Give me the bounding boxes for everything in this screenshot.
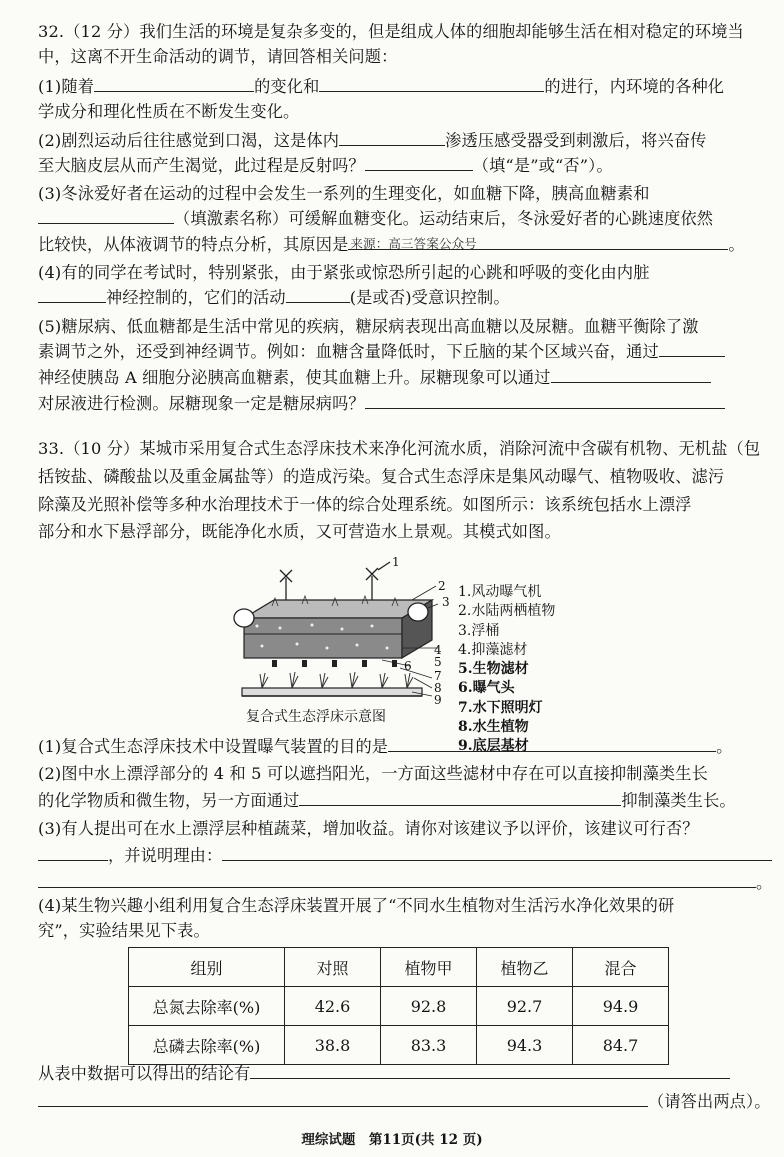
- watermark-text: 来源：高三答案公众号: [350, 236, 477, 251]
- q33-part3-line3: 。: [38, 872, 772, 894]
- answer-blank[interactable]: [348, 235, 728, 250]
- table-row: [129, 987, 669, 1026]
- table-cell: 94.9: [573, 987, 669, 1026]
- table-cell: 38.8: [285, 1026, 381, 1065]
- q32-intro-line2: 中，这离不开生命活动的调节，请回答相关问题：: [38, 47, 398, 66]
- table-header-cell: 植物乙: [477, 948, 573, 987]
- figure-caption: 复合式生态浮床示意图: [246, 709, 386, 725]
- answer-blank[interactable]: [250, 1064, 730, 1079]
- q33-intro-line3: 除藻及光照补偿等多种水治理技术于一体的综合处理系统。如图所示：该系统包括水上漂浮: [38, 495, 692, 514]
- figure-number: 4: [434, 643, 442, 657]
- q32-part2-line1: (2)剧烈运动后往往感觉到口渴，这是体内 渗透压感受器受到刺激后，将兴奋传: [38, 131, 707, 150]
- answer-blank[interactable]: [38, 288, 106, 303]
- results-table: [128, 947, 669, 1065]
- figure-number: 1: [392, 556, 400, 569]
- q33-conclusion-line2: （请答出两点）。: [38, 1091, 771, 1113]
- legend-item: 5.生物滤材: [458, 661, 529, 678]
- answer-blank[interactable]: [286, 288, 350, 303]
- legend-item: 8.水生植物: [458, 719, 529, 736]
- q33-conclusion-line1: 从表中数据可以得出的结论有: [38, 1063, 730, 1085]
- legend-item: 4.抑藻滤材: [458, 641, 528, 658]
- q32-part1-line2: 学成分和理化性质在不断发生变化。: [38, 102, 300, 121]
- table-cell: 94.3: [477, 1026, 573, 1065]
- legend-item: 7.水下照明灯: [458, 699, 543, 716]
- legend-item: 2.水陆两栖植物: [458, 603, 556, 620]
- answer-blank[interactable]: [339, 131, 445, 146]
- q32-part3-line1: (3)冬泳爱好者在运动的过程中会发生一系列的生理变化，如血糖下降，胰高血糖素和: [38, 184, 650, 203]
- q33-part4-line1: (4)某生物兴趣小组利用复合生态浮床装置开展了“不同水生植物对生活污水净化效果的研: [38, 896, 675, 915]
- q32-part5-line3: 神经使胰岛 A 细胞分泌胰高血糖素，使其血糖上升。尿糖现象可以通过: [38, 367, 711, 389]
- answer-blank[interactable]: [38, 873, 756, 888]
- answer-blank[interactable]: [38, 846, 108, 861]
- answer-blank[interactable]: [38, 1092, 648, 1107]
- q32-part1-line1: (1)随着 的变化和 的进行，内环境的各种化: [38, 77, 725, 96]
- q32-part4-line2: 神经控制的，它们的活动 (是或否)受意识控制。: [38, 287, 510, 309]
- q33-part3-line2: ，并说明理由：: [38, 845, 772, 867]
- table-header-cell: 对照: [285, 948, 381, 987]
- answer-blank[interactable]: [365, 156, 473, 171]
- legend-item: 9.底层基材: [458, 738, 529, 755]
- table-header-cell: 植物甲: [381, 948, 477, 987]
- answer-blank[interactable]: [38, 209, 174, 224]
- answer-blank[interactable]: [365, 394, 725, 409]
- q33-part2-line2: 的化学物质和微生物，另一方面通过 抑制藻类生长。: [38, 791, 736, 810]
- table-cell: 92.7: [477, 987, 573, 1026]
- table-cell: 总氮去除率(%): [129, 987, 285, 1026]
- figure-number: 2: [438, 579, 446, 593]
- q32-part5-line4: 对尿液进行检测。尿糖现象一定是糖尿病吗？: [38, 393, 725, 415]
- figure-number: 9: [434, 693, 442, 707]
- table-header-cell: 组别: [129, 948, 285, 987]
- q32-part2-line2: 至大脑皮层从而产生渴觉，此过程是反射吗？ （填“是”或“否”）。: [38, 156, 613, 175]
- answer-blank[interactable]: [388, 737, 716, 752]
- q33-intro-line2: 括铵盐、磷酸盐以及重金属盐等）的造成污染。复合式生态浮床是集风动曝气、植物吸收、滤污: [38, 467, 725, 486]
- table-header-cell: 混合: [573, 948, 669, 987]
- answer-blank[interactable]: [299, 791, 621, 806]
- q32-part5-line2: 素调节之外，还受到神经调节。例如：血糖含量降低时，下丘脑的某个区域兴奋，通过: [38, 341, 725, 363]
- q32-part5-line1: (5)糖尿病、低血糖都是生活中常见的疾病，糖尿病表现出高血糖以及尿糖。血糖平衡除了激: [38, 317, 699, 336]
- q32-part3-line2: （填激素名称）可缓解血糖变化。运动结束后，冬泳爱好者的心跳速度依然: [38, 208, 713, 230]
- answer-blank[interactable]: [222, 846, 772, 861]
- q32-part4-line1: (4)有的同学在考试时，特别紧张，由于紧张或惊恐所引起的心跳和呼吸的变化由内脏: [38, 263, 650, 282]
- q33-part2-line1: (2)图中水上漂浮部分的 4 和 5 可以遮挡阳光，一方面这些滤材中存在可以直接抑制藻类生长: [38, 764, 708, 783]
- table-row: [129, 1026, 669, 1065]
- legend-item: 6.曝气头: [458, 680, 515, 697]
- table-header-row: [129, 948, 669, 987]
- legend-item: 1.风动曝气机: [458, 584, 542, 600]
- figure-number: 6: [404, 659, 412, 673]
- legend-item: 3.浮桶: [458, 622, 500, 639]
- q33-part1-line: (1)复合式生态浮床技术中设置曝气装置的目的是 。: [38, 737, 733, 756]
- q33-intro-line4: 部分和水下悬浮部分，既能净化水质，又可营造水上景观。其模式如图。: [38, 522, 561, 541]
- table-cell: 83.3: [381, 1026, 477, 1065]
- table-cell: 84.7: [573, 1026, 669, 1065]
- answer-blank[interactable]: [319, 77, 544, 92]
- floating-bed-diagram: [232, 556, 458, 726]
- table-cell: 总磷去除率(%): [129, 1026, 285, 1065]
- figure-number: 3: [442, 595, 450, 609]
- table-cell: 92.8: [381, 987, 477, 1026]
- answer-blank[interactable]: [659, 342, 725, 357]
- answer-blank[interactable]: [551, 368, 711, 383]
- q32-intro-line1: 32.（12 分）我们生活的环境是复杂多变的，但是组成人体的细胞却能够生活在相对稳定的环境当: [38, 22, 744, 41]
- q33-part3-line1: (3)有人提出可在水上漂浮层种植蔬菜，增加收益。请你对该建议予以评价，该建议可行否？: [38, 819, 699, 838]
- page-footer: 理综试题 第11页(共 12 页): [301, 1132, 483, 1148]
- figure-number: 7: [434, 669, 442, 683]
- q33-part4-line2: 究”，实验结果见下表。: [38, 921, 210, 940]
- q32-part3-line3: 比较快，从体液调节的特点分析，其原因是 来源：高三答案公众号 。: [38, 235, 745, 254]
- figure-legend: [458, 583, 555, 757]
- figure-number: 8: [434, 681, 442, 695]
- table-cell: 42.6: [285, 987, 381, 1026]
- figure-number: 5: [434, 655, 442, 669]
- answer-blank[interactable]: [94, 77, 254, 92]
- q33-intro-line1: 33.（10 分）某城市采用复合式生态浮床技术来净化河流水质，消除河流中含碳有机物、无机盐（包: [38, 439, 761, 458]
